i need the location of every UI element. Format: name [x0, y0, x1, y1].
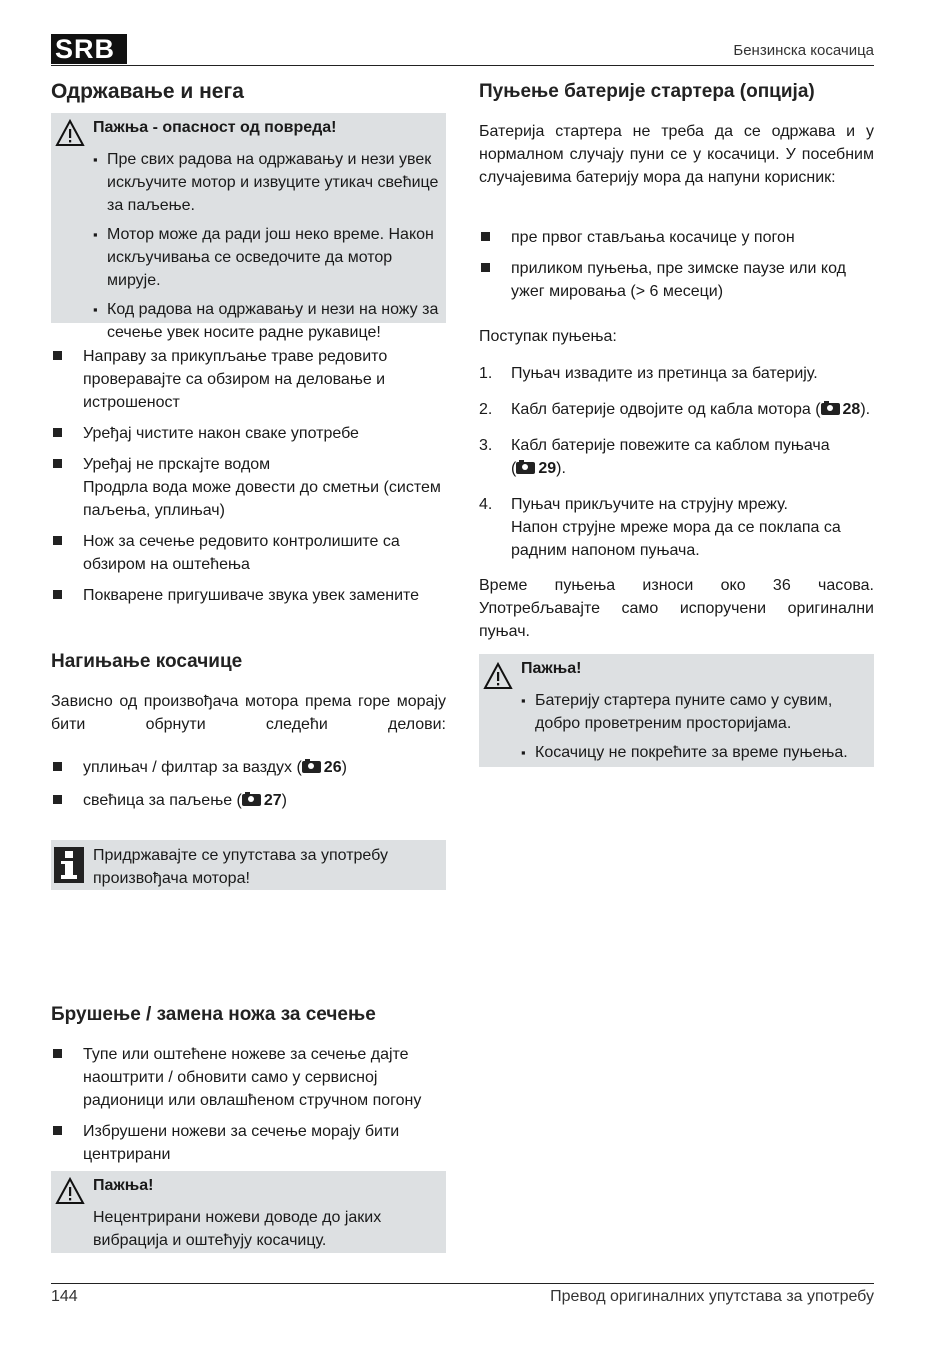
step-item: 4. Пуњач прикључите на струјну мрежу. Напон струјне мреже мора да се поклапа са радним напоном пуњача. — [479, 496, 841, 559]
footer-rule — [51, 1283, 874, 1284]
info-text: Придржавајте се упутстава за употребу произвођача мотора! — [93, 847, 388, 887]
info-icon — [54, 847, 84, 883]
list-item: уплињач / филтар за ваздух ( 26) — [51, 756, 451, 779]
camera-reference-icon — [821, 403, 840, 415]
battery-heading: Пуњење батерије стартера (опција) — [479, 81, 815, 102]
list-item: Избрушени ножеви за сечење морају бити центрирани — [51, 1120, 451, 1166]
list-item: Уређај не прскајте водом Продрла вода може довести до сметњи (систем паљења, уплињач) — [51, 453, 451, 522]
warning-text-line: Нецентрирани ножеви доводе до јаких — [93, 1209, 382, 1226]
charging-time: Време пуњења износи око 36 часова. Употребљавајте само испоручени оригинални пуњач. — [479, 577, 874, 640]
sharpening-heading: Брушење / замена ножа за сечење — [51, 1004, 376, 1025]
header-title: Бензинска косачица — [733, 42, 874, 59]
sharpening-warning-box — [51, 1171, 446, 1253]
list-item: Уређај чистите након сваке употребе — [51, 422, 451, 445]
battery-warning-title: Пажња! — [521, 660, 582, 677]
warning-item: ▪ Код радова на одржавању и нези на ножу за сечење увек носите радне рукавице! — [93, 298, 439, 344]
language-badge: SRB — [51, 34, 127, 64]
sharpening-list — [51, 1043, 451, 1166]
page-number: 144 — [51, 1288, 78, 1305]
list-item: Нож за сечење редовито контролишите са обзиром на оштећења — [51, 530, 451, 576]
list-item: приликом пуњења, пре зимске паузе или код ужег мировања (> 6 месеци) — [479, 257, 879, 303]
info-box — [51, 840, 446, 890]
step-item: 2. Кабл батерије одвојите од кабла мотора ( 28). — [479, 401, 871, 418]
camera-reference-icon — [302, 761, 321, 773]
procedure-steps — [479, 362, 879, 562]
warning-triangle-icon — [483, 662, 513, 690]
step-item: 1. Пуњач извадите из претинца за батерију. — [479, 365, 818, 382]
warning-triangle-icon — [55, 1177, 85, 1205]
warning-item: ▪ Косачицу не покрећите за време пуњења. — [521, 741, 861, 764]
procedure-label: Поступак пуњења: — [479, 328, 617, 345]
battery-warning-box — [479, 654, 874, 767]
footer-title: Превод оригиналних упутстава за употребу — [550, 1288, 874, 1305]
battery-list — [479, 226, 879, 303]
warning-triangle-icon — [55, 119, 85, 147]
maintenance-warning-title: Пажња - опасност од повреда! — [93, 119, 337, 136]
maintenance-warning-box — [51, 113, 446, 341]
maintenance-heading: Одржавање и нега — [51, 80, 244, 103]
camera-reference-icon — [242, 794, 261, 806]
warning-item: ▪ Мотор може да ради још неко време. Након искључивања се осведочите да мотор мирује. — [93, 223, 439, 292]
step-item: 3. Кабл батерије повежите са каблом пуњача ( 29). — [479, 437, 830, 477]
warning-item: ▪ Пре свих радова на одржавању и нези увек искључите мотор и извуците утикач свећице за паљење. — [93, 148, 439, 217]
list-item: Тупе или оштећене ножеве за сечење дајте наоштрити / обновити само у сервисној радионици или овлашћеном стручном погону — [51, 1043, 451, 1112]
list-item: Направу за прикупљање траве редовито проверавајте са обзиром на деловање и истрошеност — [51, 345, 451, 414]
tilting-intro: Зависно од произвођача мотора према горе морају бити обрнути следећи делови: — [51, 693, 446, 733]
sharpening-warning-title: Пажња! — [93, 1177, 154, 1194]
maintenance-list — [51, 345, 451, 607]
battery-intro: Батерија стартера не треба да се одржава и у нормалном случају пуни се у косачици. У посебним случајевима батерију мора да напуни корисник: — [479, 123, 874, 186]
warning-item: ▪ Батерију стартера пуните само у сувим, добро проветреним просторијама. — [521, 689, 861, 735]
list-item: свећица за паљење ( 27) — [51, 789, 451, 812]
list-item: пре првог стављања косачице у погон — [479, 226, 879, 249]
tilting-heading: Нагињање косачице — [51, 651, 243, 672]
tilting-list — [51, 756, 451, 812]
header-rule — [51, 65, 874, 66]
camera-reference-icon — [516, 462, 535, 474]
list-item: Покварене пригушиваче звука увек замените — [51, 584, 451, 607]
warning-text-line: вибрација и оштећују косачицу. — [93, 1232, 327, 1249]
